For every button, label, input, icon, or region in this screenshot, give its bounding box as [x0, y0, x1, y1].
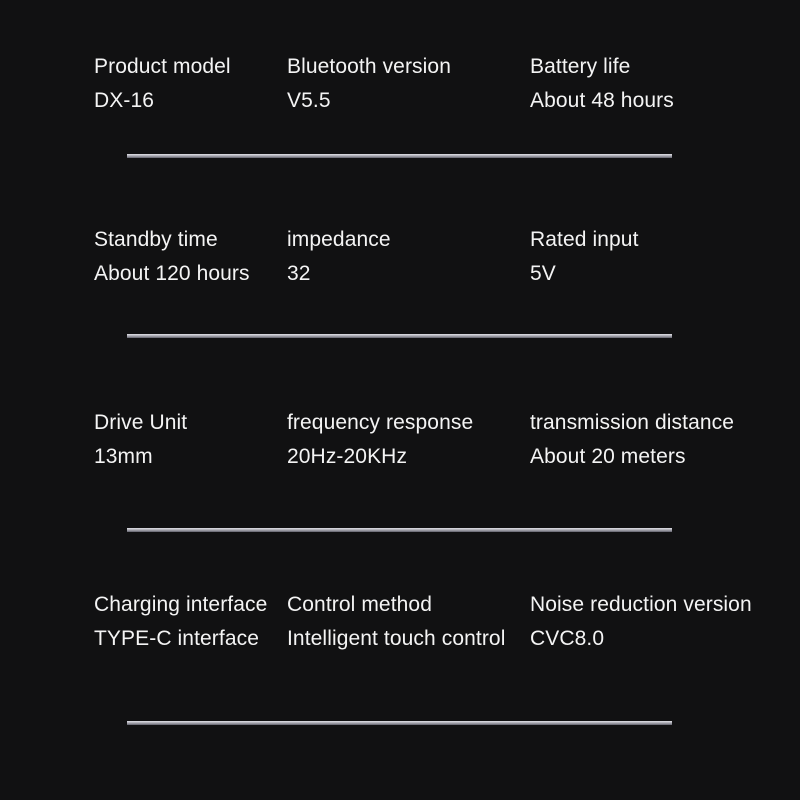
spec-label: impedance	[287, 228, 391, 251]
spec-label: Rated input	[530, 228, 639, 251]
spec-value: 32	[287, 262, 311, 285]
spec-item-charging-interface	[94, 594, 267, 649]
spec-label: Noise reduction version	[530, 593, 752, 616]
spec-row-2	[0, 229, 800, 309]
spec-item-impedance	[287, 229, 391, 284]
spec-value: About 48 hours	[530, 89, 674, 112]
spec-label: Product model	[94, 55, 231, 78]
spec-value: About 120 hours	[94, 262, 250, 285]
spec-item-battery-life	[530, 56, 674, 111]
spec-row-4	[0, 594, 800, 674]
spec-label: Standby time	[94, 228, 218, 251]
spec-row-1	[0, 56, 800, 136]
spec-label: transmission distance	[530, 411, 735, 434]
spec-label: Battery life	[530, 55, 631, 78]
spec-label: Charging interface	[94, 593, 268, 616]
spec-label: Control method	[287, 593, 432, 616]
spec-value: About 20 meters	[530, 445, 686, 468]
divider	[127, 528, 672, 532]
spec-item-product-model	[94, 56, 231, 111]
spec-item-bluetooth-version	[287, 56, 451, 111]
spec-item-noise-reduction-version	[530, 594, 752, 649]
spec-value: CVC8.0	[530, 627, 605, 650]
spec-item-standby-time	[94, 229, 250, 284]
spec-item-frequency-response	[287, 412, 473, 467]
spec-item-rated-input	[530, 229, 639, 284]
spec-value: V5.5	[287, 89, 331, 112]
divider	[127, 154, 672, 158]
spec-label: Drive Unit	[94, 411, 188, 434]
spec-value: TYPE-C interface	[94, 627, 259, 650]
divider	[127, 334, 672, 338]
spec-value: 5V	[530, 262, 556, 285]
spec-label: frequency response	[287, 411, 474, 434]
spec-item-control-method	[287, 594, 505, 649]
spec-item-drive-unit	[94, 412, 187, 467]
spec-value: Intelligent touch control	[287, 627, 506, 650]
spec-label: Bluetooth version	[287, 55, 451, 78]
divider	[127, 721, 672, 725]
spec-row-3	[0, 412, 800, 492]
spec-value: 20Hz-20KHz	[287, 445, 408, 468]
spec-value: 13mm	[94, 445, 153, 468]
spec-item-transmission-distance	[530, 412, 734, 467]
spec-value: DX-16	[94, 89, 155, 112]
